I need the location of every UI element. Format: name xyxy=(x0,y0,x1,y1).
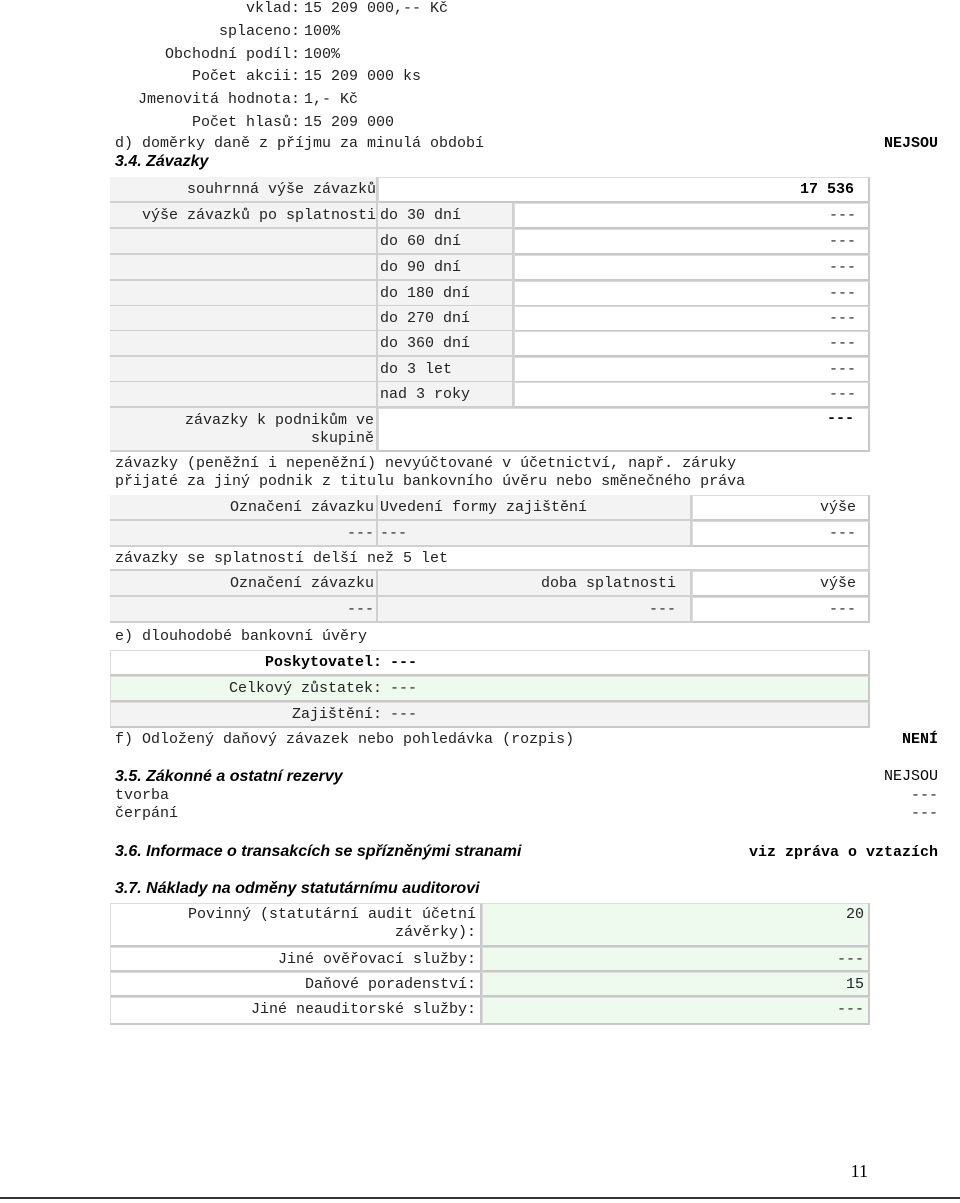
empty-left-cell xyxy=(110,281,378,307)
overovaci-value: --- xyxy=(836,950,864,968)
hlasy-label: Počet hlasů: xyxy=(191,114,300,131)
neauditorske-value: --- xyxy=(836,1001,864,1018)
neauditorske-label: Jiné neauditorské služby: xyxy=(250,1001,476,1018)
page-number: 11 xyxy=(850,1161,868,1181)
cerpani-label: čerpání xyxy=(115,805,179,822)
delsi-row-vyse: --- xyxy=(828,601,856,618)
vklad-label: vklad: xyxy=(245,0,300,17)
splatnost-label: výše závazků po splatnosti xyxy=(141,207,376,224)
header-forma: Uvedení formy zajištění xyxy=(380,499,588,516)
period-label: do 90 dní xyxy=(380,259,462,276)
delsi-text: závazky se splatností delší než 5 let xyxy=(115,550,449,567)
period-value: --- xyxy=(828,233,856,250)
tvorba-label: tvorba xyxy=(115,787,170,804)
period-value: --- xyxy=(828,335,856,352)
empty-left-cell xyxy=(110,255,378,281)
period-label: do 3 let xyxy=(380,361,453,378)
section-3-4-title: 3.4. Závazky xyxy=(115,153,209,170)
period-value: --- xyxy=(828,361,856,378)
period-label: do 270 dní xyxy=(380,310,471,327)
empty-left-cell xyxy=(110,306,378,332)
transakce-value: viz zpráva o vztazích xyxy=(748,844,938,861)
souhrnna-label: souhrnná výše závazků xyxy=(186,181,376,198)
dan-line-label: d) doměrky daně z příjmu za minulá období xyxy=(115,135,485,152)
section-3-5-title: 3.5. Zákonné a ostatní rezervy xyxy=(115,768,343,785)
delsi-row-oznaceni: --- xyxy=(346,601,374,618)
podnikum-label-1: závazky k podnikům ve xyxy=(184,412,374,429)
danove-value: 15 xyxy=(845,975,864,993)
header-doba: doba splatnosti xyxy=(540,575,676,592)
nevyuct-row-oznaceni: --- xyxy=(346,525,374,542)
period-label: nad 3 roky xyxy=(380,386,471,403)
period-label: do 180 dní xyxy=(380,285,471,302)
header-vyse: výše xyxy=(819,499,856,516)
povinny-value: 20 xyxy=(845,906,864,923)
empty-left-cell xyxy=(110,229,378,255)
zajisteni-label: Zajištění: xyxy=(291,706,382,723)
podil-label: Obchodní podíl: xyxy=(164,46,300,63)
hodnota-value: 1,- Kč xyxy=(304,91,359,108)
odlozeny-label: f) Odložený daňový závazek nebo pohledávka (rozpis) xyxy=(115,731,575,748)
page-bottom-rule xyxy=(0,1197,960,1199)
period-value: --- xyxy=(828,207,856,224)
period-label: do 30 dní xyxy=(380,207,462,224)
poskytovatel-value: --- xyxy=(390,654,418,671)
nevyuct-row-forma: --- xyxy=(380,525,408,542)
podil-value: 100% xyxy=(304,46,341,63)
podnikum-value: --- xyxy=(826,410,854,427)
splaceno-value: 100% xyxy=(304,23,341,40)
delsi-row-doba: --- xyxy=(648,601,676,618)
period-value: --- xyxy=(828,259,856,276)
hodnota-label: Jmenovitá hodnota: xyxy=(137,91,300,108)
odlozeny-value: NENÍ xyxy=(901,731,938,748)
section-3-7-title: 3.7. Náklady na odměny statutárnímu auditorovi xyxy=(115,880,480,897)
dan-line-value: NEJSOU xyxy=(883,135,938,152)
souhrnna-value: 17 536 xyxy=(799,181,854,198)
empty-left-cell xyxy=(110,357,378,383)
empty-left-cell xyxy=(110,382,378,408)
povinny-label-1: Povinný (statutární audit účetní xyxy=(187,906,476,923)
zustatek-label: Celkový zůstatek: xyxy=(228,680,382,697)
period-label: do 60 dní xyxy=(380,233,462,250)
rezervy-value: NEJSOU xyxy=(883,768,938,785)
povinny-label-2: závěrky): xyxy=(394,924,476,941)
period-value: --- xyxy=(828,285,856,302)
zustatek-value: --- xyxy=(390,680,418,697)
period-value: --- xyxy=(828,310,856,327)
empty-left-cell xyxy=(110,331,378,357)
danove-label: Daňové poradenství: xyxy=(304,975,476,993)
splaceno-label: splaceno: xyxy=(218,23,300,40)
uvery-title: e) dlouhodobé bankovní úvěry xyxy=(115,628,368,645)
period-label: do 360 dní xyxy=(380,335,471,352)
poskytovatel-label: Poskytovatel: xyxy=(264,654,382,671)
overovaci-label: Jiné ověřovací služby: xyxy=(277,950,476,968)
zajisteni-value: --- xyxy=(390,706,418,723)
akcie-label: Počet akcii: xyxy=(191,68,300,85)
nevyuct-text-2: přijaté za jiný podnik z titulu bankovního úvěru nebo směnečného práva xyxy=(115,473,746,490)
tvorba-value: --- xyxy=(910,787,938,804)
section-3-6-title: 3.6. Informace o transakcích se spřízněnými stranami xyxy=(115,843,522,860)
nevyuct-row-vyse: --- xyxy=(828,525,856,542)
header-vyse: výše xyxy=(819,575,856,592)
akcie-value: 15 209 000 ks xyxy=(304,68,422,85)
nevyuct-text-1: závazky (peněžní i nepeněžní) nevyúčtované v účetnictví, např. záruky xyxy=(115,455,737,472)
vklad-value: 15 209 000,-- Kč xyxy=(304,0,449,17)
row-cell xyxy=(378,521,692,547)
cerpani-value: --- xyxy=(910,805,938,822)
podnikum-label-2: skupině xyxy=(310,430,374,447)
header-oznaceni: Označení závazku xyxy=(229,575,374,592)
hlasy-value: 15 209 000 xyxy=(304,114,395,131)
period-value: --- xyxy=(828,386,856,403)
header-oznaceni: Označení závazku xyxy=(229,499,374,516)
